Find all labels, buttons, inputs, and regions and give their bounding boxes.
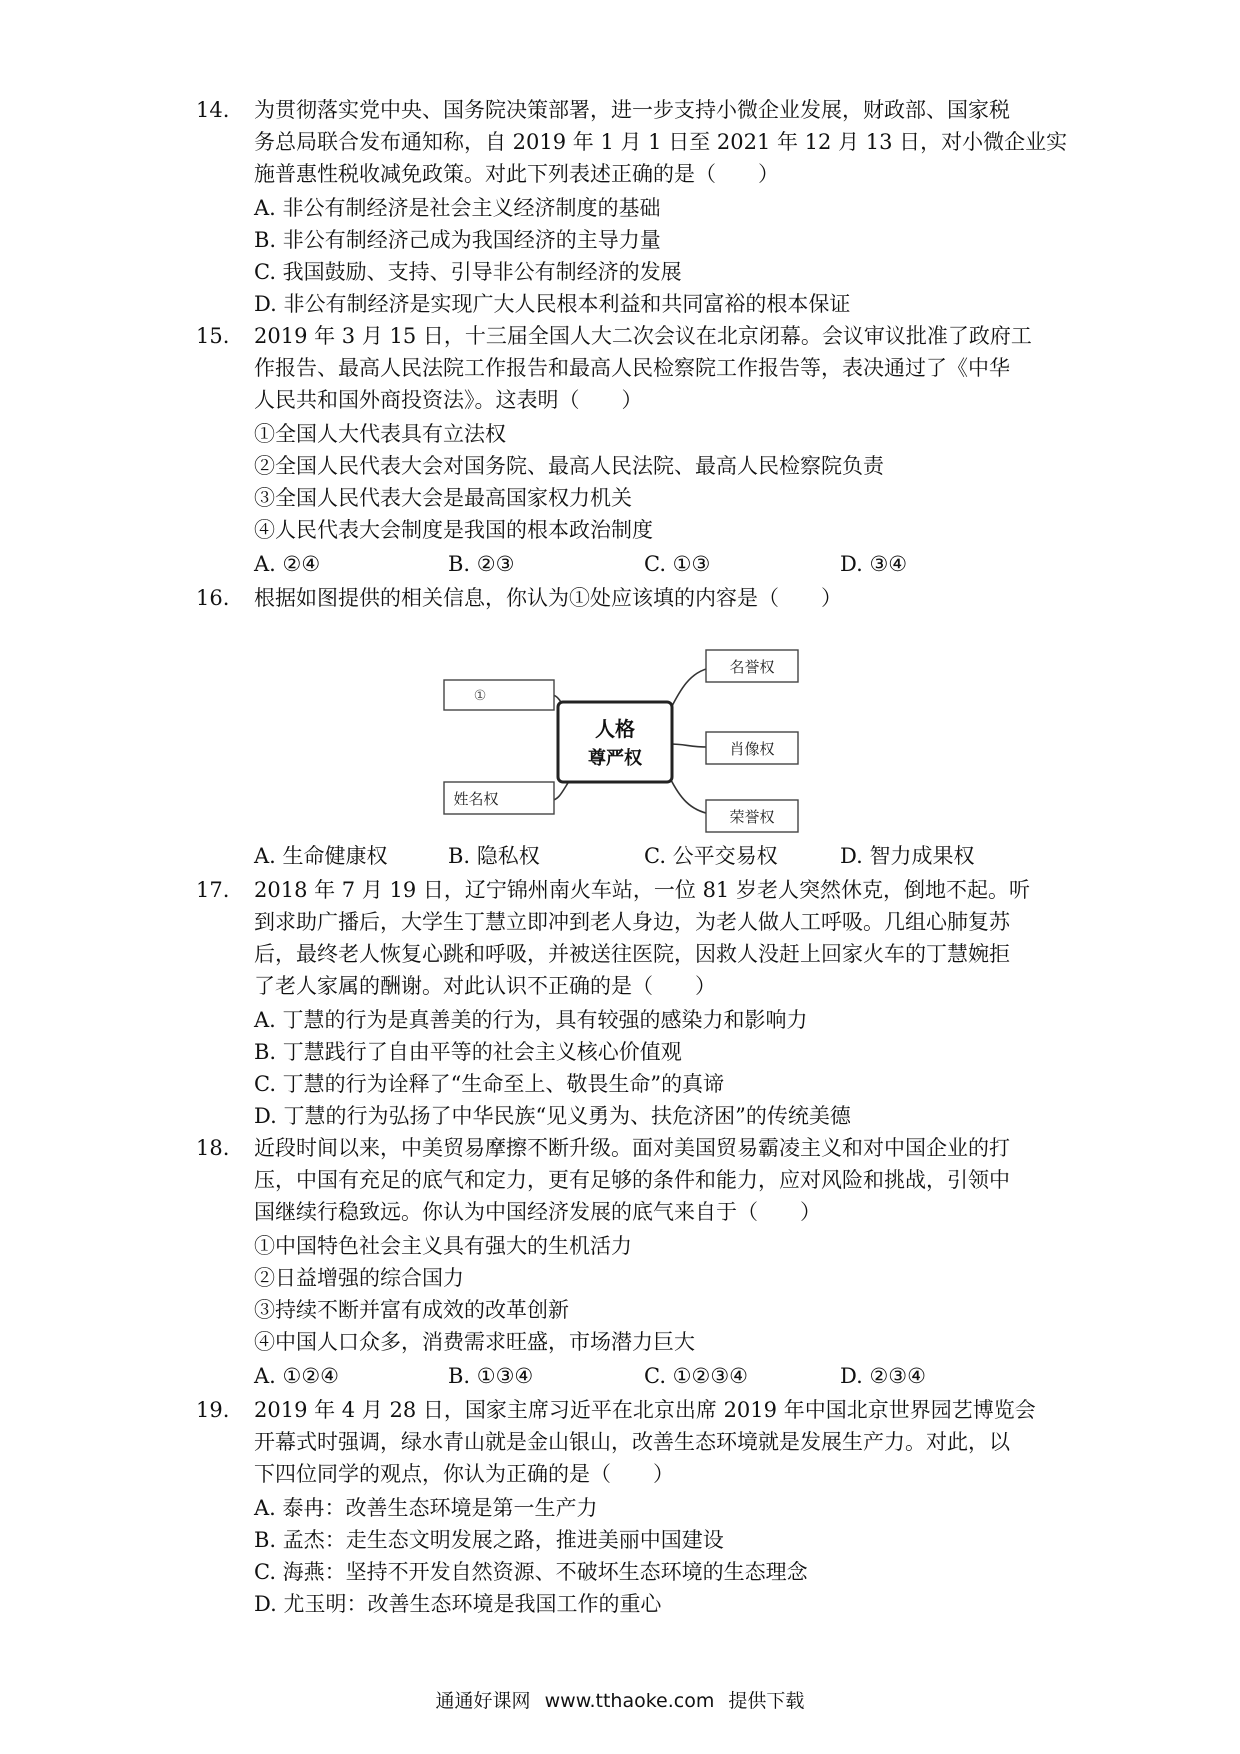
choice-d: D. ③④ [840,552,908,576]
statement-item: ②全国人民代表大会对国务院、最高人民法院、最高人民检察院负责 [254,454,884,478]
node-label: 名誉权 [729,658,775,676]
statement-item: ②日益增强的综合国力 [254,1266,464,1290]
question-stem-line: 了老人家属的酬谢。对此认识不正确的是（ ） [254,974,716,998]
option-d: D. 尤玉明：改善生态环境是我国工作的重心 [254,1592,662,1616]
question-stem-line: 国继续行稳致远。你认为中国经济发展的底气来自于（ ） [254,1200,821,1224]
choice-d: D. ②③④ [840,1364,926,1388]
choice-d: D. 智力成果权 [840,844,975,868]
connector-line [670,744,708,747]
question-stem-line: 为贯彻落实党中央、国务院决策部署，进一步支持小微企业发展，财政部、国家税 [254,98,1010,122]
option-b: B. 非公有制经济己成为我国经济的主导力量 [254,228,661,252]
question-stem-line: 务总局联合发布通知称，自 2019 年 1 月 1 日至 2021 年 12 月 13 日，对小微企业实 [254,130,1068,154]
node-label: 肖像权 [729,740,775,758]
question-stem-line: 后，最终老人恢复心跳和呼吸，并被送往医院，因救人没赶上回家火车的丁慧婉拒 [254,942,1010,966]
question-number: 16. [196,586,230,610]
option-d: D. 非公有制经济是实现广大人民根本利益和共同富裕的根本保证 [254,292,851,316]
question-stem-line: 施普惠性税收减免政策。对此下列表述正确的是（ ） [254,162,779,186]
option-a: A. 非公有制经济是社会主义经济制度的基础 [254,196,661,220]
choice-c: C. ①②③④ [644,1364,748,1388]
footer-site-name: 通通好课网 [435,1690,531,1712]
choice-a: A. 生命健康权 [254,844,388,868]
question-stem-line: 2019 年 4 月 28 日，国家主席习近平在北京出席 2019 年中国北京世界园艺博览会 [254,1398,1036,1422]
option-a: A. 泰冉：改善生态环境是第一生产力 [254,1496,598,1520]
question-stem-line: 近段时间以来，中美贸易摩擦不断升级。面对美国贸易霸凌主义和对中国企业的打 [254,1136,1010,1160]
question-stem-line: 到求助广播后，大学生丁慧立即冲到老人身边，为老人做人工呼吸。几组心肺复苏 [254,910,1010,934]
question-stem-line: 2018 年 7 月 19 日，辽宁锦州南火车站，一位 81 岁老人突然休克，倒地不起。听 [254,878,1030,902]
option-c: C. 丁慧的行为诠释了“生命至上、敬畏生命”的真谛 [254,1072,725,1096]
statement-item: ①全国人大代表具有立法权 [254,422,506,446]
question-stem-line: 压，中国有充足的底气和定力，更有足够的条件和能力，应对风险和挑战，引领中 [254,1168,1010,1192]
choice-a: A. ②④ [254,552,321,576]
center-node-label: 人格 [595,717,635,741]
question-stem-line: 2019 年 3 月 15 日，十三届全国人大二次会议在北京闭幕。会议审议批准了政府工 [254,324,1032,348]
option-c: C. 海燕：坚持不开发自然资源、不破坏生态环境的生态理念 [254,1560,808,1584]
statement-item: ④人民代表大会制度是我国的根本政治制度 [254,518,653,542]
rights-diagram [440,640,800,840]
statement-item: ①中国特色社会主义具有强大的生机活力 [254,1234,632,1258]
node-label: 荣誉权 [729,808,775,826]
question-number: 18. [196,1136,230,1160]
connector-line [670,778,710,814]
option-c: C. 我国鼓励、支持、引导非公有制经济的发展 [254,260,682,284]
page-footer [0,1686,1240,1713]
question-stem-line: 根据如图提供的相关信息，你认为①处应该填的内容是（ ） [254,586,842,610]
choice-c: C. ①③ [644,552,711,576]
question-stem-line: 作报告、最高人民法院工作报告和最高人民检察院工作报告等，表决通过了《中华 [254,356,1010,380]
option-d: D. 丁慧的行为弘扬了中华民族“见义勇为、扶危济困”的传统美德 [254,1104,851,1128]
choice-b: B. ②③ [448,552,515,576]
center-node-label: 尊严权 [588,748,642,769]
center-node [558,702,672,782]
question-number: 17. [196,878,230,902]
question-stem-line: 开幕式时强调，绿水青山就是金山银山，改善生态环境就是发展生产力。对此，以 [254,1430,1010,1454]
statement-item: ④中国人口众多，消费需求旺盛，市场潜力巨大 [254,1330,695,1354]
node-label: 姓名权 [453,790,499,808]
question-stem-line: 人民共和国外商投资法》。这表明（ ） [254,388,643,412]
option-b: B. 孟杰：走生态文明发展之路，推进美丽中国建设 [254,1528,724,1552]
question-stem-line: 下四位同学的观点，你认为正确的是（ ） [254,1462,674,1486]
blank-node [444,680,554,710]
blank-node-label: ① [473,688,487,704]
choice-b: B. 隐私权 [448,844,540,868]
option-b: B. 丁慧践行了自由平等的社会主义核心价值观 [254,1040,682,1064]
question-number: 14. [196,98,230,122]
choice-b: B. ①③④ [448,1364,534,1388]
option-a: A. 丁慧的行为是真善美的行为，具有较强的感染力和影响力 [254,1008,808,1032]
footer-tail: 提供下载 [728,1690,805,1712]
question-number: 19. [196,1398,230,1422]
choice-c: C. 公平交易权 [644,844,778,868]
choice-a: A. ①②④ [254,1364,339,1388]
connector-line [670,668,710,710]
footer-url[interactable]: www.tthaoke.com [544,1690,715,1712]
statement-item: ③持续不断并富有成效的改革创新 [254,1298,569,1322]
statement-item: ③全国人民代表大会是最高国家权力机关 [254,486,632,510]
question-number: 15. [196,324,230,348]
